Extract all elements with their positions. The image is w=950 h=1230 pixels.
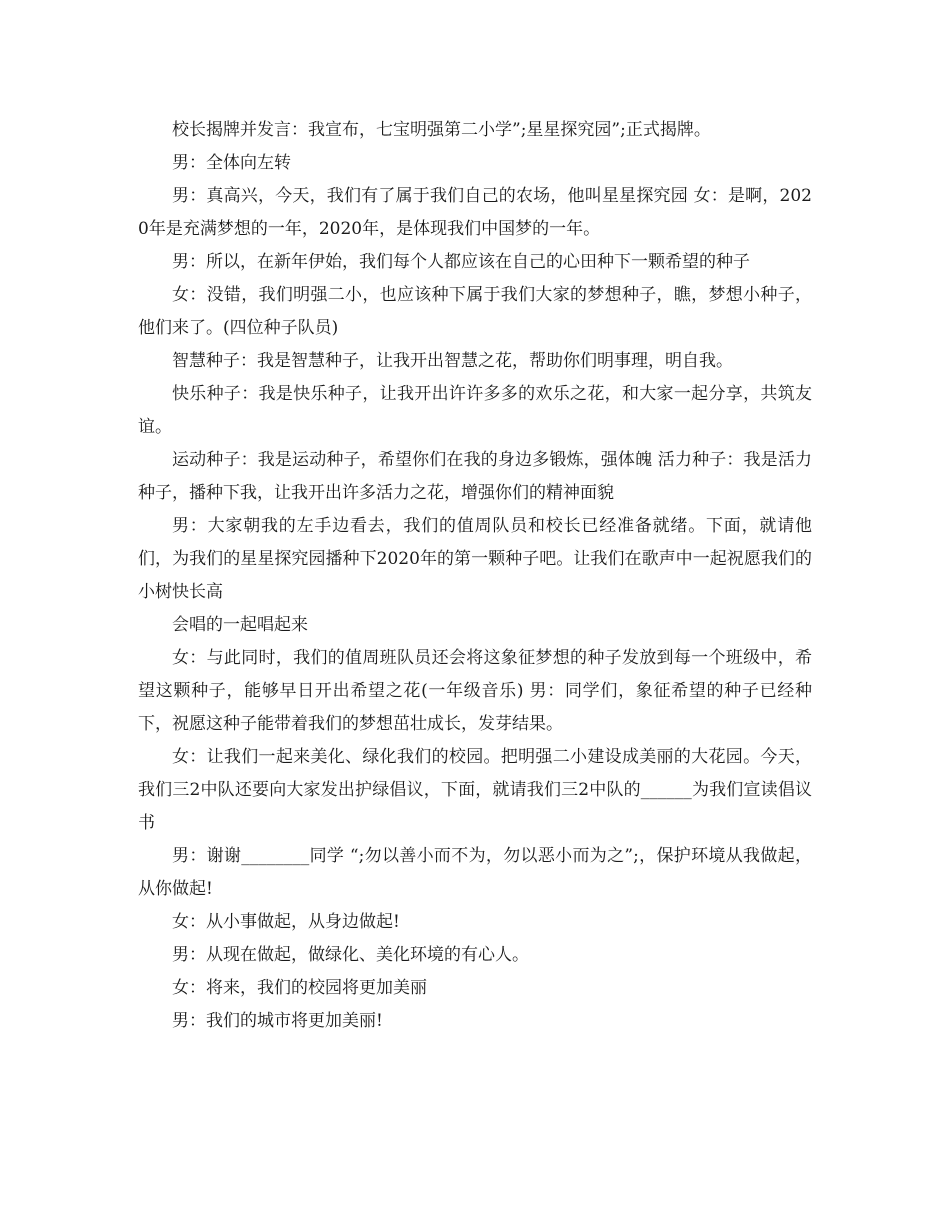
paragraph: 女：从小事做起，从身边做起! [172,912,400,932]
paragraph: 女：让我们一起来美化、绿化我们的校园。把明强二小建设成美丽的大花园。今天，我们三2中队还要向大家发出护绿倡议，下面，就请我们三2中队的______为我们宣读倡议书 [138,747,812,833]
paragraph: 女：与此同时，我们的值周班队员还会将这象征梦想的种子发放到每一个班级中，希望这颗种子，能够早日开出希望之花(一年级音乐) 男：同学们，象征希望的种子已经种下，祝愿这种子能带着我们的梦想茁壮成长，发芽结果。 [138,648,812,734]
paragraph: 男：真高兴，今天，我们有了属于我们自己的农场，他叫星星探究园 女：是啊，2020年是充满梦想的一年，2020年，是体现我们中国梦的一年。 [138,186,812,239]
paragraph: 男：谢谢________同学 “;勿以善小而不为，勿以恶小而为之”;，保护环境从我做起，从你做起! [138,846,812,899]
paragraph: 快乐种子：我是快乐种子，让我开出许许多多的欢乐之花，和大家一起分享，共筑友谊。 [138,384,812,437]
paragraph: 女：没错，我们明强二小，也应该种下属于我们大家的梦想种子，瞧，梦想小种子，他们来了。(四位种子队员) [138,285,812,338]
paragraph: 会唱的一起唱起来 [172,615,308,635]
document-body [138,114,812,1038]
paragraph: 男：所以，在新年伊始，我们每个人都应该在自己的心田种下一颗希望的种子 [172,252,750,272]
paragraph: 运动种子：我是运动种子，希望你们在我的身边多锻炼，强体魄 活力种子：我是活力种子，播种下我，让我开出许多活力之花，增强你们的精神面貌 [138,450,812,503]
paragraph: 男：我们的城市将更加美丽! [172,1011,383,1031]
paragraph: 男：全体向左转 [172,153,291,173]
paragraph: 男：从现在做起，做绿化、美化环境的有心人。 [172,945,529,965]
paragraph: 女：将来，我们的校园将更加美丽 [172,978,427,998]
paragraph: 男：大家朝我的左手边看去，我们的值周队员和校长已经准备就绪。下面，就请他们，为我们的星星探究园播种下2020年的第一颗种子吧。让我们在歌声中一起祝愿我们的小树快长高 [138,516,812,602]
paragraph: 校长揭牌并发言：我宣布，七宝明强第二小学”;星星探究园”;正式揭牌。 [172,120,711,140]
paragraph: 智慧种子：我是智慧种子，让我开出智慧之花，帮助你们明事理，明自我。 [172,351,733,371]
